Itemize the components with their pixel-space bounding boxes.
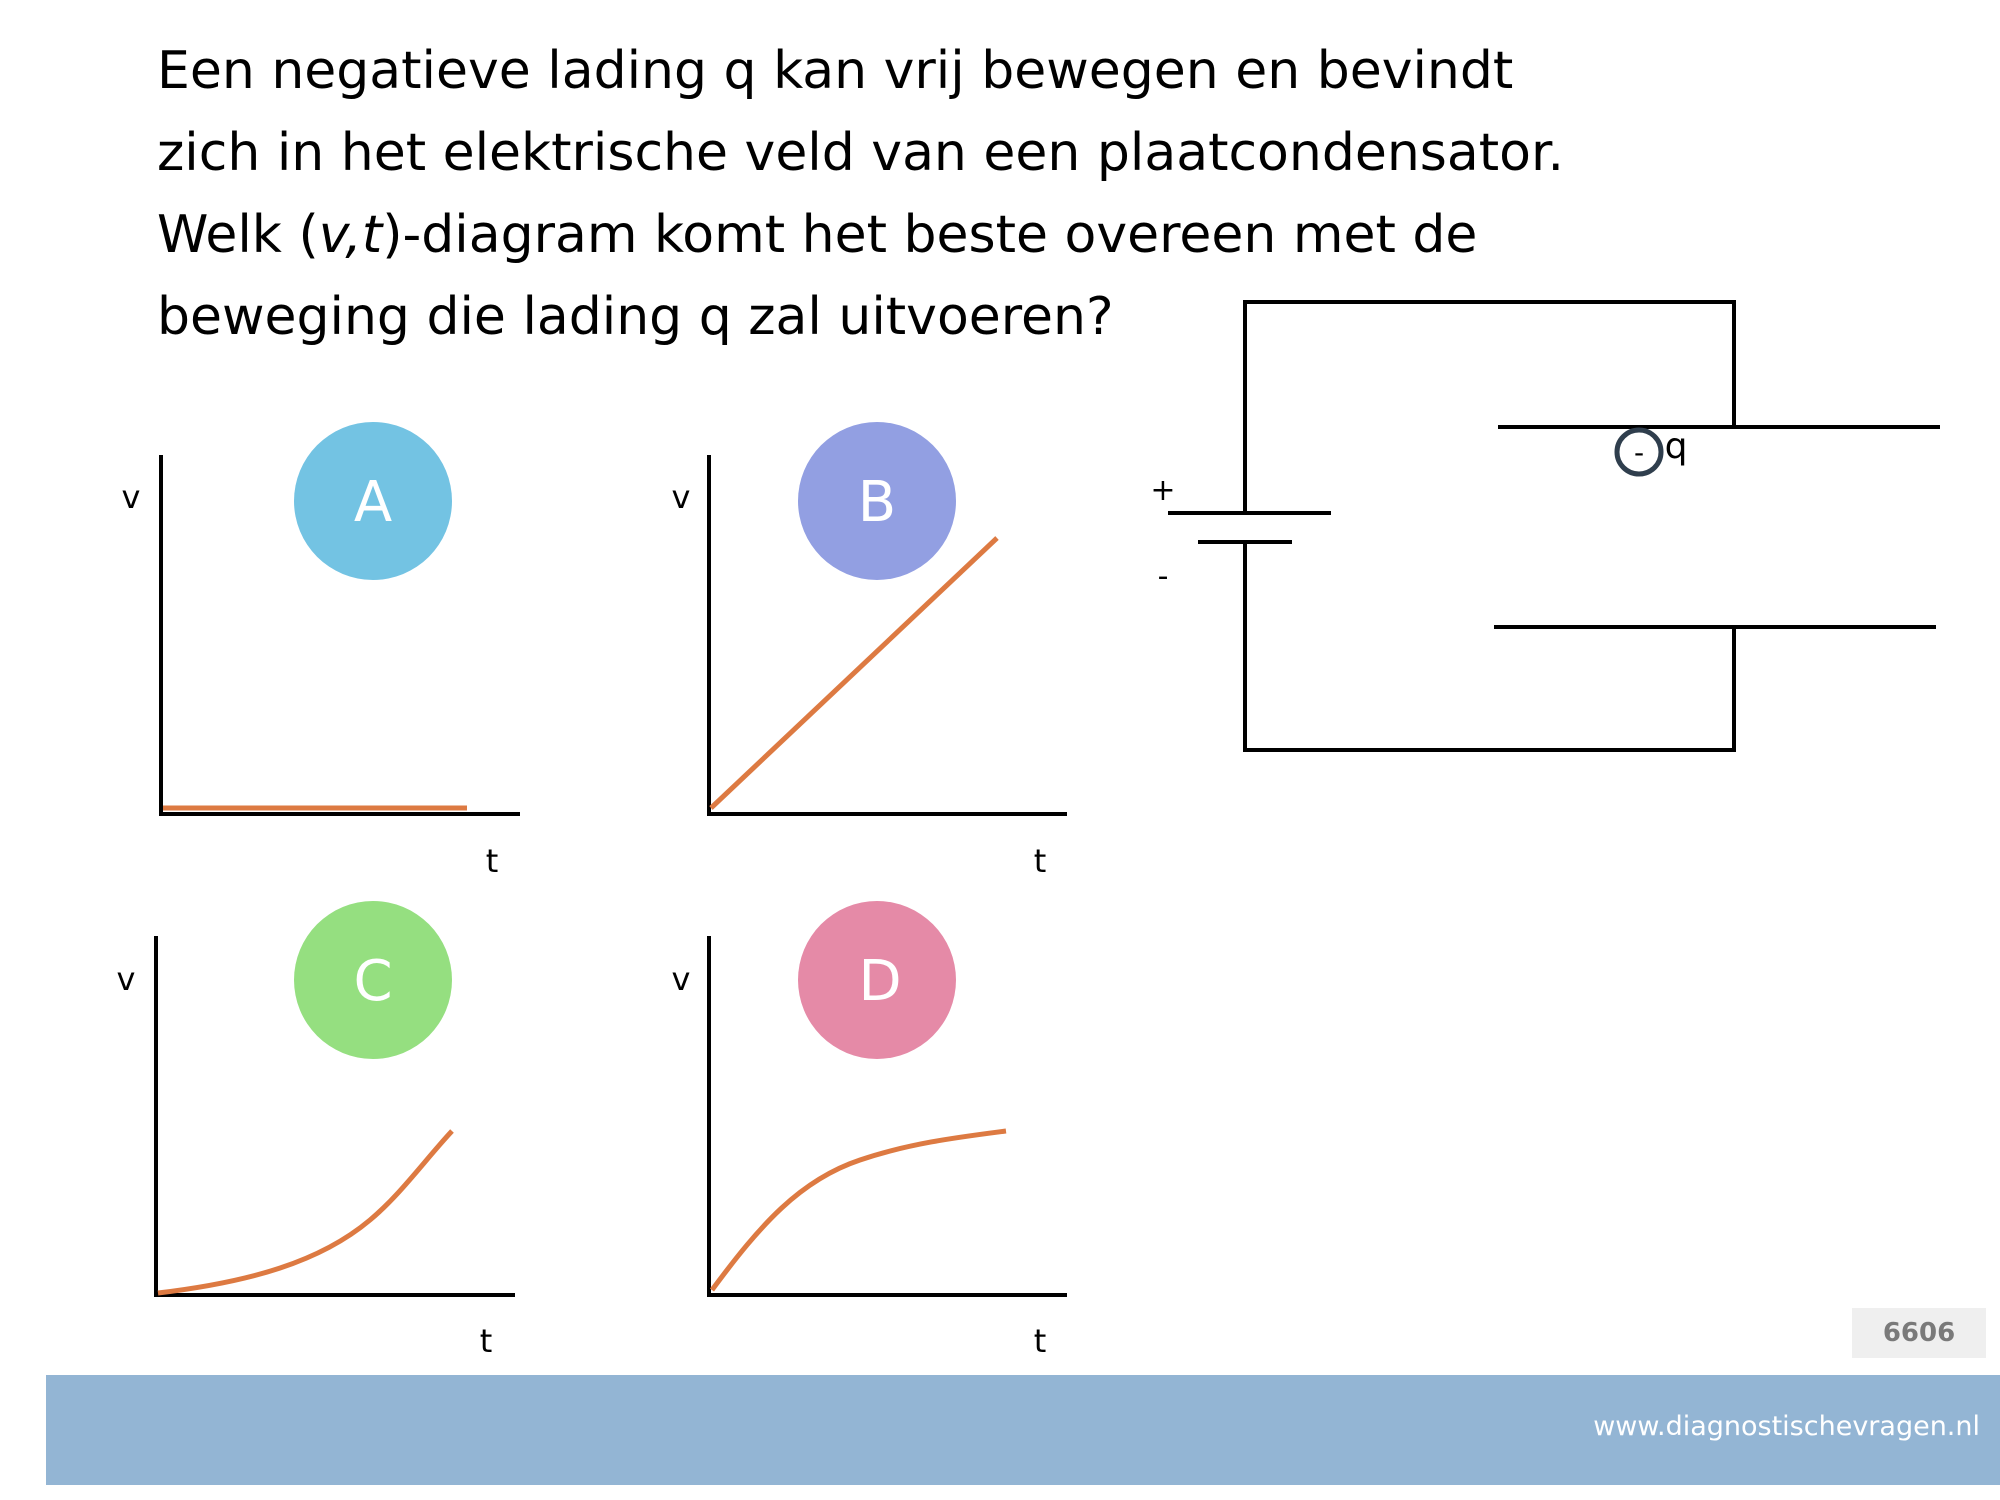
question-line-3-post: )-diagram komt het beste overeen met de: [382, 205, 1478, 265]
battery-minus-sign: -: [1157, 559, 1169, 594]
question-comma: ,: [345, 205, 362, 265]
option-b-letter: B: [857, 470, 897, 535]
option-c-y-label: v: [116, 960, 136, 998]
question-code-badge: 6606: [1852, 1308, 1986, 1358]
question-line-2: zich in het elektrische veld van een plaatcondensator.: [157, 123, 1565, 183]
option-d-letter: D: [858, 949, 902, 1014]
footer-bar: [46, 1375, 2000, 1485]
option-a-graph[interactable]: [122, 422, 520, 880]
option-b-graph[interactable]: [672, 422, 1067, 880]
question-line-1: Een negatieve lading q kan vrij bewegen en bevindt: [157, 41, 1514, 101]
charge-q-sign: -: [1633, 436, 1645, 469]
option-c-x-label: t: [479, 1322, 493, 1360]
option-d-curve: [712, 1131, 1006, 1290]
circuit-top-wire: [1245, 302, 1734, 512]
option-b-curve: [711, 538, 997, 808]
option-a-letter: A: [353, 470, 393, 535]
battery-plus-sign: +: [1150, 473, 1176, 508]
option-b-x-label: t: [1033, 842, 1047, 880]
question-var-t: t: [361, 205, 383, 265]
question-var-v: v: [318, 205, 346, 265]
footer-url[interactable]: www.diagnostischevragen.nl: [1593, 1411, 1980, 1442]
option-c-curve: [158, 1131, 452, 1293]
option-d-x-label: t: [1033, 1322, 1047, 1360]
option-d-y-label: v: [671, 960, 691, 998]
option-c-letter: C: [353, 949, 393, 1014]
option-b-y-label: v: [671, 478, 691, 516]
option-a-y-label: v: [121, 478, 141, 516]
option-a-x-label: t: [485, 842, 499, 880]
charge-q-label: q: [1664, 426, 1688, 467]
question-line-4: beweging die lading q zal uitvoeren?: [157, 287, 1114, 347]
question-line-3-pre: Welk (: [157, 205, 319, 265]
circuit-bottom-wire: [1245, 542, 1734, 750]
option-c-graph[interactable]: [117, 901, 515, 1360]
option-d-graph[interactable]: [672, 901, 1067, 1360]
circuit-diagram: [1168, 302, 1940, 750]
